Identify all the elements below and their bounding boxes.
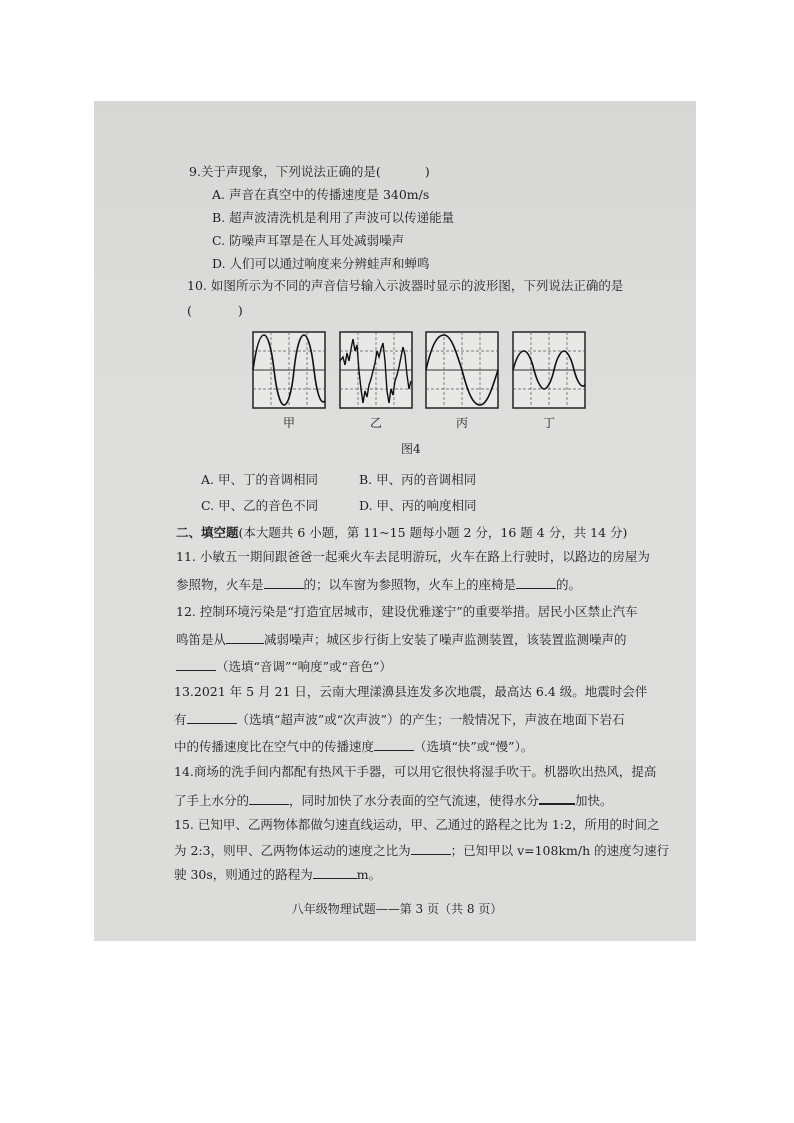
- waveform-label-jia: 甲: [282, 416, 295, 430]
- q10-option-b: B. 甲、丙的音调相同: [359, 472, 477, 487]
- q10-option-d: D. 甲、丙的响度相同: [359, 498, 477, 513]
- q15-line1: 15. 已知甲、乙两物体都做匀速直线运动，甲、乙通过的路程之比为 1:2，所用的时间之: [174, 817, 660, 832]
- figure-caption: 图4: [401, 442, 421, 456]
- waveform-label-bing: 丙: [455, 416, 468, 430]
- waveform-yi: [339, 331, 413, 409]
- q10-stem: 10. 如图所示为不同的声音信号输入示波器时显示的波形图，下列说法正确的是: [187, 278, 624, 293]
- q9-option-a: A. 声音在真空中的传播速度是 340m/s: [212, 187, 430, 202]
- q13-line2: 有 （选填“超声波”或“次声波”）的产生；一般情况下，声波在地面下岩石: [174, 712, 625, 727]
- q13-line3: 中的传播速度比在空气中的传播速度 （选填“快”或“慢”）。: [174, 739, 534, 754]
- q12-line1: 12. 控制环境污染是“打造宜居城市，建设优雅遂宁”的重要举措。居民小区禁止汽车: [176, 604, 638, 619]
- q12-line2: 鸣笛是从 减弱噪声；城区步行街上安装了噪声监测装置，该装置监测噪声的: [176, 632, 627, 647]
- waveform-jia: [252, 331, 326, 409]
- q9-stem: 9.关于声现象，下列说法正确的是( ): [189, 164, 430, 179]
- page-footer: 八年级物理试题——第 3 页（共 8 页）: [291, 902, 503, 916]
- q9-option-c: C. 防噪声耳罩是在人耳处减弱噪声: [212, 233, 405, 248]
- waveform-label-yi: 乙: [369, 416, 382, 430]
- q15-line2: 为 2:3，则甲、乙两物体运动的速度之比为 ；已知甲以 v=108km/h 的速度匀速行: [174, 843, 670, 858]
- waveform-bing: [425, 331, 499, 409]
- waveform-label-ding: 丁: [542, 416, 555, 430]
- q13-line1: 13.2021 年 5 月 21 日，云南大理漾濞县连发多次地震，最高达 6.4 级。地震时会伴: [174, 684, 648, 699]
- q10-option-a: A. 甲、丁的音调相同: [201, 472, 318, 487]
- q14-line2: 了手上水分的 ，同时加快了水分表面的空气流速，使得水分 加快。: [174, 793, 613, 808]
- q11-line1: 11. 小敏五一期间跟爸爸一起乘火车去昆明游玩，火车在路上行驶时，以路边的房屋为: [176, 549, 650, 564]
- section2-heading: 二、填空题(本大题共 6 小题，第 11~15 题每小题 2 分，16 题 4 分，共 14 分): [176, 525, 628, 540]
- q14-line1: 14.商场的洗手间内都配有热风干手器，可以用它很快将湿手吹干。机器吹出热风，提高: [174, 764, 657, 779]
- q10-option-c: C. 甲、乙的音色不同: [201, 498, 319, 513]
- q10-paren: ( ): [187, 303, 243, 318]
- q15-line3: 驶 30s，则通过的路程为 m。: [174, 867, 382, 882]
- q9-option-b: B. 超声波清洗机是利用了声波可以传递能量: [212, 210, 455, 225]
- q9-option-d: D. 人们可以通过响度来分辨蛙声和蝉鸣: [212, 256, 430, 271]
- waveform-ding: [512, 331, 586, 409]
- q11-line2: 参照物，火车是 的；以车窗为参照物，火车上的座椅是 的。: [176, 577, 582, 592]
- q12-line3: （选填“音调”“响度”或“音色”）: [176, 658, 392, 675]
- exam-sheet: [94, 101, 696, 941]
